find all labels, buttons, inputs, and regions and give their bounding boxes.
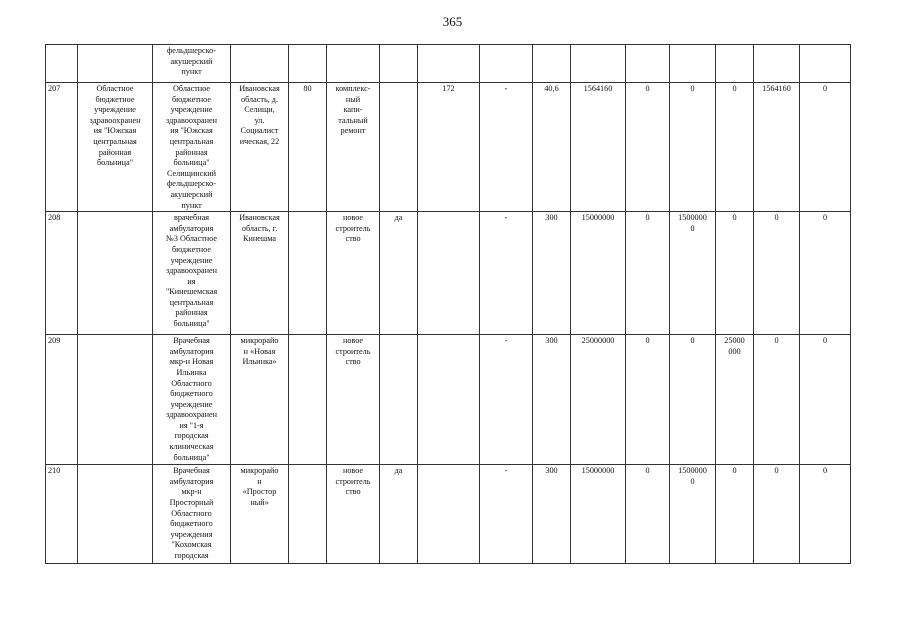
cell-cost-year-4: [754, 45, 800, 83]
cell-object-address: [231, 335, 289, 465]
cell-cost-year-5: [800, 212, 851, 335]
col-9-text: -: [504, 466, 508, 476]
cost-year-1-text: 0: [645, 466, 650, 476]
work-type-text: новое строитель ство: [335, 336, 371, 367]
cell-cost-year-2: [670, 212, 716, 335]
cell-capacity: [289, 83, 327, 212]
area-text: 300: [545, 336, 558, 346]
cell-capacity: [289, 335, 327, 465]
facilities-table: [45, 44, 851, 564]
cell-object-name: [153, 45, 231, 83]
total-cost-text: 1564160: [583, 84, 613, 93]
cell-col-8: [418, 465, 480, 564]
cell-total-cost: [571, 465, 626, 564]
work-type-text: новое строитель ство: [335, 466, 371, 497]
cost-year-3-text: 0: [732, 466, 737, 476]
cell-cost-year-3: [716, 212, 754, 335]
cell-flag: [380, 45, 418, 83]
cell-row-number: [46, 45, 78, 83]
cost-year-2-text: 0: [690, 336, 695, 346]
row-number-text: 207: [48, 84, 61, 93]
table-row: [46, 83, 851, 212]
col-8-text: 172: [442, 84, 455, 93]
cell-cost-year-5: [800, 83, 851, 212]
work-type-text: комплекс- ный капи- тальный ремонт: [335, 84, 371, 136]
cell-col-9: [480, 83, 533, 212]
area-text: 40,6: [544, 84, 559, 93]
customer-name-text: Областное бюджетное учреждение здравоохранен ия "Южская центральная районная больница": [89, 84, 141, 168]
cell-object-address: [231, 45, 289, 83]
object-address-text: микрорайо н «Новая Ильинка»: [240, 336, 279, 367]
cell-flag: [380, 83, 418, 212]
object-name-text: Врачебная амбулатория мкр-н Просторный Областного бюджетного учреждения "Кохомская городская: [169, 466, 214, 560]
cell-cost-year-5: [800, 465, 851, 564]
object-name-text: Областное бюджетное учреждение здравоохранен ия "Южская центральная районная больница" Селищинский фельдшерско- акушерский пункт: [166, 84, 217, 210]
cell-cost-year-1: [626, 45, 670, 83]
cell-cost-year-2: [670, 335, 716, 465]
cell-capacity: [289, 45, 327, 83]
cost-year-4-text: 0: [774, 466, 779, 476]
cell-cost-year-2: [670, 83, 716, 212]
cell-total-cost: [571, 83, 626, 212]
cell-total-cost: [571, 335, 626, 465]
row-number-text: 209: [48, 336, 61, 346]
capacity-text: 80: [303, 84, 312, 93]
cost-year-3-text: 0: [732, 84, 737, 93]
table-row: [46, 45, 851, 83]
row-number-text: 208: [48, 213, 61, 223]
table-row: [46, 465, 851, 564]
cost-year-5-text: 0: [822, 466, 828, 476]
cell-work-type: [327, 335, 380, 465]
cell-object-address: [231, 465, 289, 564]
cell-flag: [380, 212, 418, 335]
cell-col-9: [480, 45, 533, 83]
cell-cost-year-5: [800, 335, 851, 465]
cost-year-1-text: 0: [645, 213, 650, 223]
cell-cost-year-1: [626, 335, 670, 465]
cell-area: [533, 45, 571, 83]
cell-row-number: [46, 83, 78, 212]
cell-total-cost: [571, 212, 626, 335]
cell-row-number: [46, 335, 78, 465]
cost-year-4-text: 0: [774, 213, 779, 223]
cell-cost-year-4: [754, 465, 800, 564]
area-text: 300: [545, 466, 558, 476]
cell-cost-year-3: [716, 465, 754, 564]
cell-cost-year-2: [670, 45, 716, 83]
cost-year-1-text: 0: [645, 336, 650, 346]
total-cost-text: 15000000: [581, 466, 615, 476]
cell-object-name: [153, 83, 231, 212]
cost-year-5-text: 0: [822, 84, 828, 93]
cost-year-2-text: 0: [690, 84, 695, 93]
cell-col-9: [480, 212, 533, 335]
cell-work-type: [327, 465, 380, 564]
col-9-text: -: [504, 84, 508, 93]
cell-cost-year-3: [716, 83, 754, 212]
table-row: [46, 335, 851, 465]
cell-object-name: [153, 335, 231, 465]
cell-cost-year-1: [626, 83, 670, 212]
cell-col-8: [418, 45, 480, 83]
cell-customer-name: [78, 45, 153, 83]
cell-capacity: [289, 212, 327, 335]
area-text: 300: [545, 213, 558, 223]
cell-cost-year-3: [716, 45, 754, 83]
col-9-text: -: [504, 213, 508, 223]
object-address-text: Ивановская область, г. Кинешма: [239, 213, 280, 244]
cost-year-2-text: 1500000 0: [678, 213, 707, 233]
object-name-text: фельдшерско- акушерский пункт: [167, 46, 216, 77]
object-address-text: Ивановская область, д. Селищи, ул. Социалист ическая, 22: [239, 84, 280, 146]
cost-year-4-text: 0: [774, 336, 779, 346]
object-name-text: врачебная амбулатория №3 Областное бюджетное учреждение здравоохранен ия "Кинешемская центральная районная больница": [165, 213, 218, 329]
flag-text: да: [394, 213, 403, 223]
cell-col-9: [480, 465, 533, 564]
cell-cost-year-2: [670, 465, 716, 564]
cell-col-8: [418, 212, 480, 335]
cell-cost-year-1: [626, 465, 670, 564]
object-address-text: микрорайо н «Простор ный»: [240, 466, 279, 507]
cell-cost-year-4: [754, 335, 800, 465]
cell-flag: [380, 465, 418, 564]
total-cost-text: 15000000: [581, 213, 615, 223]
cell-cost-year-5: [800, 45, 851, 83]
cell-work-type: [327, 45, 380, 83]
work-type-text: новое строитель ство: [335, 213, 371, 244]
cost-year-5-text: 0: [822, 213, 828, 223]
cell-col-9: [480, 335, 533, 465]
cost-year-1-text: 0: [645, 84, 650, 93]
total-cost-text: 25000000: [581, 336, 615, 346]
cell-area: [533, 212, 571, 335]
cost-year-3-text: 0: [732, 213, 737, 223]
cell-work-type: [327, 212, 380, 335]
cell-area: [533, 465, 571, 564]
cell-customer-name: [78, 212, 153, 335]
cell-area: [533, 335, 571, 465]
cell-capacity: [289, 465, 327, 564]
cell-object-name: [153, 212, 231, 335]
cell-col-8: [418, 83, 480, 212]
cell-flag: [380, 335, 418, 465]
cell-cost-year-4: [754, 83, 800, 212]
cost-year-5-text: 0: [822, 336, 828, 346]
table-row: [46, 212, 851, 335]
cell-cost-year-3: [716, 335, 754, 465]
cell-row-number: [46, 212, 78, 335]
cell-customer-name: [78, 83, 153, 212]
cell-col-8: [418, 335, 480, 465]
cell-customer-name: [78, 335, 153, 465]
cell-cost-year-4: [754, 212, 800, 335]
cell-object-address: [231, 212, 289, 335]
flag-text: да: [394, 466, 403, 476]
cost-year-2-text: 1500000 0: [678, 466, 707, 486]
col-9-text: -: [504, 336, 508, 346]
cell-cost-year-1: [626, 212, 670, 335]
cost-year-4-text: 1564160: [762, 84, 791, 93]
cost-year-3-text: 25000 000: [724, 336, 745, 356]
cell-row-number: [46, 465, 78, 564]
cell-area: [533, 83, 571, 212]
cell-object-address: [231, 83, 289, 212]
row-number-text: 210: [48, 466, 61, 476]
cell-work-type: [327, 83, 380, 212]
cell-object-name: [153, 465, 231, 564]
cell-total-cost: [571, 45, 626, 83]
page-number: 365: [442, 14, 463, 29]
cell-customer-name: [78, 465, 153, 564]
object-name-text: Врачебная амбулатория мкр-н Новая Ильинка Областного бюджетного учреждение здравоохранен ия "1-я городская клиническая больница": [166, 336, 217, 462]
